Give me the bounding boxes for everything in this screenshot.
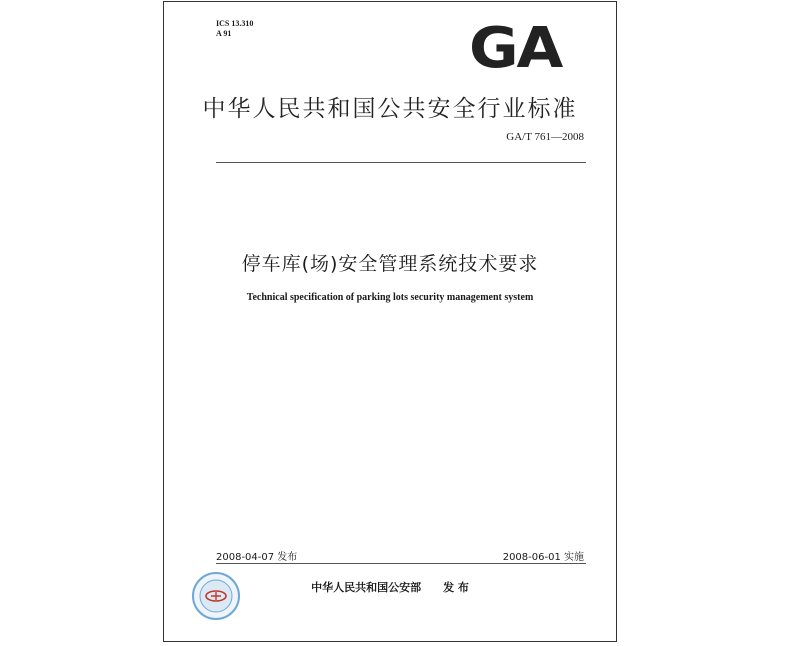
top-divider <box>216 162 586 163</box>
issue-date: 2008-04-07 发布 <box>216 552 298 563</box>
standard-cover-page <box>163 1 617 642</box>
publisher-action: 发 布 <box>443 581 469 594</box>
classification-codes <box>216 19 253 39</box>
implementation-date: 2008-06-01 实施 <box>502 552 584 563</box>
ga-logo: GA <box>469 16 562 81</box>
ccs-code: A 91 <box>216 29 232 38</box>
document-title-english: Technical specification of parking lots security management system <box>246 292 534 303</box>
document-title-chinese: 停车库(场)安全管理系统技术要求 <box>241 253 539 275</box>
standard-number: GA/T 761—2008 <box>506 131 584 143</box>
organization-title: 中华人民共和国公共安全行业标准 <box>202 96 578 122</box>
bottom-divider <box>216 563 586 564</box>
ics-code: ICS 13.310 <box>216 19 254 28</box>
publisher-name: 中华人民共和国公安部 <box>311 581 422 594</box>
publisher-line <box>164 579 616 595</box>
